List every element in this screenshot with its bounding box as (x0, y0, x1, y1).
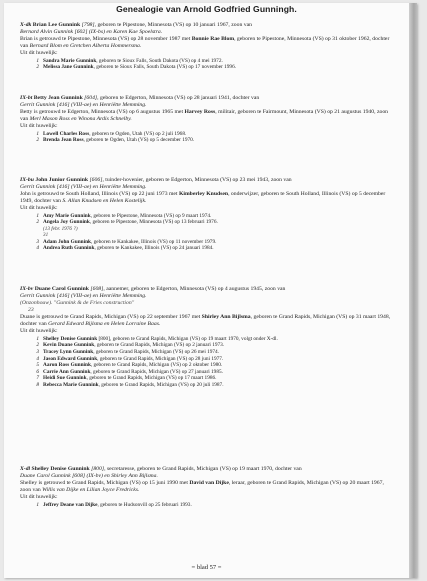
entry-intro (20, 177, 392, 184)
parents: Duane Carol Gunnink [608] (IX-bv) en Shirley Ann Bijlsma. (20, 473, 158, 480)
child-name: Rebecca Marie Gunnink (43, 381, 99, 388)
marriage-details: Shelley is getrouwd te Grand Rapids, Michigan (VS) op 15 juni 1990 met (20, 480, 188, 487)
child-details: [800], geboren te Grand Rapids, Michigan (VS) op 19 maart 1970, volgt onder X-dl. (97, 335, 278, 342)
child-details: , geboren te Grand Rapids, Michigan (VS) op 26 mei 1974. (93, 349, 220, 356)
generation-code: IX-bu (20, 177, 34, 183)
spouse-details: , geboren te Pipestone, Minnesota (VS) op 31 oktober 1962, dochter van (20, 36, 390, 50)
children-list (20, 502, 392, 509)
child-item (20, 245, 392, 252)
child-name: Shelley Denise Gunnink (43, 335, 98, 342)
child-number: 4 (36, 245, 39, 252)
child-name: Aaron Ross Gunnink (43, 362, 91, 369)
children-label: Uit dit huwelijk: (20, 494, 58, 501)
child-number: 7 (36, 375, 39, 382)
page-title: Genealogie van Arnold Godfried Gunningh. (116, 4, 297, 14)
child-number: 2 (36, 219, 39, 226)
spouse-parents: Merl Mason Ross en Winona Ardis Schnelby. (29, 116, 132, 123)
entry-intro (20, 466, 392, 473)
child-details: , geboren te Sioux Falls, South Dakota (VS) op 4 mei 1972. (96, 57, 223, 64)
child-number: 2 (36, 342, 39, 349)
genealogy-entry (20, 286, 392, 389)
entry-intro (20, 22, 392, 29)
children-label: Uit dit huwelijk: (20, 123, 58, 130)
genealogy-entry (20, 177, 392, 252)
child-details: , geboren te Kankakee, Illinois (VS) op 11 november 1979. (91, 238, 217, 245)
marriage (20, 109, 392, 123)
child-details: , geboren te Sioux Falls, South Dakota (VS) op 17 november 1996. (93, 64, 237, 71)
marriage-details: John is getrouwd te South Holland, Illinois (VS) op 22 juni 1973 met (20, 191, 178, 198)
parents: Gerrit Gunnink [416] (VIII-ae) en Henriëtte Memming. (20, 184, 147, 191)
person-number: [606] (89, 177, 103, 183)
child-number: 3 (36, 349, 39, 356)
child-number: 1 (36, 335, 39, 342)
child-details: , geboren te Ogden, Utah (VS) op 5 december 1970. (83, 137, 195, 144)
spouse-details: , onderwijzer, geboren te South Holland, Illinois (VS) op 5 december 1949, dochter van (20, 191, 386, 205)
child-details: , geboren te Grand Rapids, Michigan (VS) op 2 oktober 1980. (90, 362, 223, 369)
child-item (20, 502, 392, 509)
birth-details: , geboren te Edgerton, Minnesota (VS) op 28 januari 1941, dochter van (97, 95, 260, 101)
marriage (20, 36, 392, 50)
spouse-details: , leraar, geboren te Grand Rapids, Michigan (VS) op 20 maart 1967, zoon van (20, 480, 384, 494)
person-name: Betty Jean Gunnink (33, 95, 83, 101)
parents: Bernard Alvin Gunnink [602] (IX-bs) en Karen Kae Spoelstra. (20, 29, 163, 36)
person-name: John Junior Gunnink (35, 177, 89, 183)
child-number: 1 (36, 501, 39, 508)
handwritten-note: 31 (43, 232, 49, 239)
child-item (20, 137, 392, 144)
marriage (20, 191, 392, 205)
child-name: Andrea Ruth Gunnink (43, 245, 95, 252)
child-name: Adam John Gunnink (43, 238, 91, 245)
child-number: 3 (36, 238, 39, 245)
child-details: , geboren te Pipestone, Minnesota (VS) op 9 maart 1974. (90, 212, 212, 219)
generation-code: X-dk (20, 22, 32, 28)
child-number: 8 (36, 381, 39, 388)
marriage-details: Betty is getrouwd te Edgerton, Minnesota (VS) op 6 augustus 1965 met (20, 109, 184, 116)
child-name: Jeffrey Deane van Dijke (43, 501, 98, 508)
entry-intro (20, 95, 392, 102)
spouse-name: Shirley Ann Bijlsma (201, 314, 251, 321)
child-number: 6 (36, 368, 39, 375)
child-name: Lowell Charles Ross (43, 130, 90, 137)
child-details: , geboren te Grand Rapids, Michigan (VS) op 27 januari 1985. (90, 368, 223, 375)
children-list (20, 213, 392, 252)
child-number: 4 (36, 355, 39, 362)
person-name: Brian Lee Gunnink (32, 22, 81, 28)
child-item (20, 349, 392, 356)
marriage (20, 480, 392, 494)
child-details: , geboren te Grand Rapids, Michigan (VS) op 20 juli 1987. (98, 381, 224, 388)
person-number: [798] (81, 22, 95, 28)
child-name: Kevin Duane Gunnink (43, 342, 95, 349)
child-name: Heidi Sue Gunnink (43, 375, 87, 382)
spouse-name: Harvey Ross (184, 109, 216, 116)
child-name: Brenda Jean Ross (43, 137, 84, 144)
birth-details: , aannemer, geboren te Edgerton, Minnesota (VS) op 4 augustus 1945, zoon van (103, 286, 286, 292)
child-number: 1 (36, 212, 39, 219)
generation-code: IX-bv (20, 286, 34, 292)
child-number: 1 (36, 57, 39, 64)
parents: Gerrit Gunnink [416] (VIII-ae) en Henriëtte Memming. (20, 293, 147, 300)
child-details: , geboren te Ogden, Utah (VS) op 2 juli 1968. (89, 130, 187, 137)
child-item (20, 219, 392, 226)
child-name: Amy Marie Gunnink (43, 212, 91, 219)
person-number: [608] (90, 286, 104, 292)
spouse-parents: Willis van Dijke en Lilian Joyce Fredricks. (42, 487, 140, 494)
handwritten-note: 23 (28, 307, 34, 314)
child-number: 5 (36, 362, 39, 369)
child-details: , geboren te Grand Rapids, Michigan (VS) op 28 juni 1977. (97, 355, 224, 362)
children-list (20, 58, 392, 71)
child-name: Carrie Ann Gunnink (43, 368, 91, 375)
child-name: Sandra Marie Gunnink (43, 57, 97, 64)
person-name: Shelley Denise Gunnink (31, 466, 90, 472)
genealogy-entry (20, 466, 392, 508)
child-number: 1 (36, 130, 39, 137)
child-details: , geboren te Kankakee, Illinois (VS) op 24 januari 1984. (94, 245, 214, 252)
child-item (20, 64, 392, 71)
children-label: Uit dit huwelijk: (20, 205, 58, 212)
child-item (20, 382, 392, 389)
spouse-details: , geboren te Grand Rapids, Michigan (VS) op 31 maart 1948, dochter van (20, 314, 391, 328)
spouse-name: Bonnie Rae Blom (191, 36, 235, 43)
child-number: 2 (36, 64, 39, 71)
marriage-details: Duane is getrouwd te Grand Rapids, Michigan (VS) op 22 september 1967 met (20, 314, 201, 321)
marriage-details: Brian is getrouwd te Pipestone, Minnesota (VS) op 28 november 1987 met (20, 36, 191, 43)
entry-intro (20, 286, 392, 293)
page-binding-edge (409, 3, 417, 578)
spouse-name: David van Dijke (189, 480, 229, 487)
child-item (20, 362, 392, 369)
birth-details: , geboren te Pipestone, Minnesota (VS) op 10 januari 1967, zoon van (94, 22, 252, 28)
generation-code: X-dl (20, 466, 31, 472)
child-details: , geboren te Pipestone, Minnesota (VS) op 13 februari 1976. (89, 219, 218, 226)
page-number: = blad 57 = (191, 564, 222, 571)
genealogy-entry (20, 22, 392, 71)
child-details: , geboren te Grand Rapids, Michigan (VS) op 17 maart 1986. (86, 375, 217, 382)
child-name: Jason Edward Gunnink (43, 355, 98, 362)
parents: Gerrit Gunnink [416] (VIII-ae) en Henriëtte Memming. (20, 102, 147, 109)
generation-code: IX-bt (20, 95, 33, 101)
children-list (20, 336, 392, 389)
birth-details: , tuinder-hovenier, geboren te Edgerton, Minnesota (VS) op 23 mei 1943, zoon van (102, 177, 292, 183)
child-details: , geboren te Hudsonvill op 25 februari 1993. (97, 501, 192, 508)
birth-details: , secretaresse, geboren te Grand Rapids, Michigan (VS) op 19 maart 1970, dochter van (104, 466, 302, 472)
spouse-details: , militair, geboren te Fairmount, Minnesota (VS) op 21 augustus 1940, zoon van (20, 109, 389, 123)
spouse-parents: S. Allan Knudsen en Helen Kostelijk. (62, 198, 147, 205)
spouse-parents: Gerard Edward Bijlsma en Helen Lorraine Baas. (48, 321, 161, 328)
handwritten-note: (Onzonhouw). "Gunnink & de Fries construction" (20, 300, 135, 307)
child-number: 2 (36, 137, 39, 144)
person-number: [800] (91, 466, 105, 472)
children-label: Uit dit huwelijk: (20, 50, 58, 57)
children-label: Uit dit huwelijk: (20, 328, 58, 335)
spouse-name: Kimberley Knudsen (178, 191, 229, 198)
child-details: , geboren te Grand Rapids, Michigan (VS) op 2 januari 1973. (94, 342, 225, 349)
handwritten-note: (13 febr. 1976 ?) (43, 225, 78, 232)
child-name: Tracey Lynn Gunnink (43, 349, 94, 356)
child-name: Melissa Jane Gunnink (43, 64, 94, 71)
person-number: [604] (84, 95, 98, 101)
spouse-parents: Bernard Blom en Gretchen Alberta Hommersma. (29, 43, 142, 50)
genealogy-entry (20, 95, 392, 144)
children-list (20, 131, 392, 144)
person-name: Duane Carol Gunnink (34, 286, 89, 292)
document-page (4, 3, 417, 578)
child-name: Angela Joy Gunnink (43, 219, 90, 226)
marriage (20, 314, 392, 328)
child-item (20, 375, 392, 382)
